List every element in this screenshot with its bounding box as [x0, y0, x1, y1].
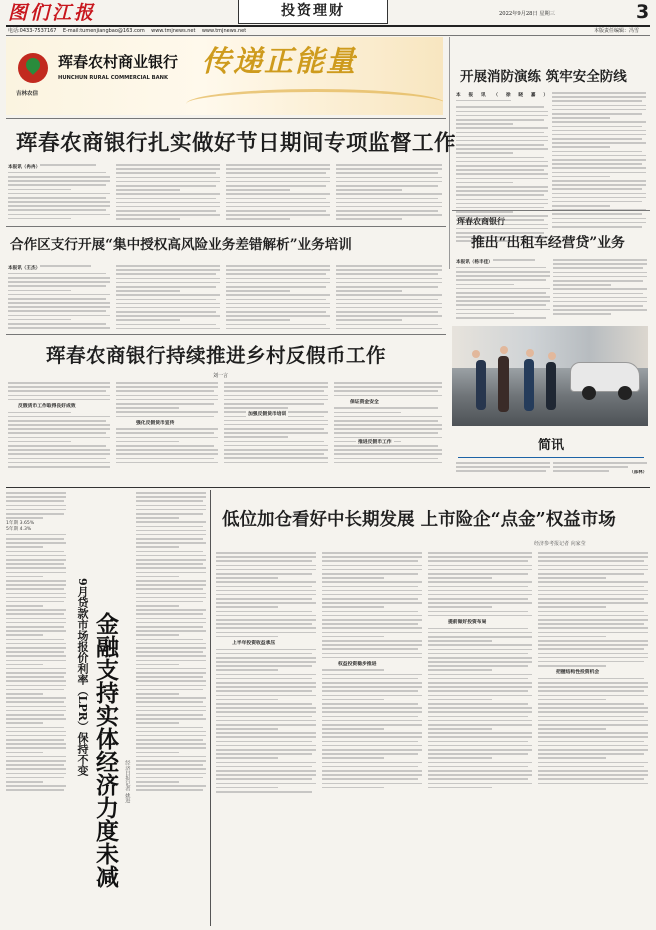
article-title-holiday-supervision: 珲春农商银行扎实做好节日期间专项监督工作 [16, 131, 457, 156]
article-title-lpr: 金融支持实体经济力度未减 [92, 612, 119, 888]
bank-name: 珲春农村商业银行 [58, 53, 179, 71]
gold-swoosh-decoration [186, 89, 443, 115]
holiday-supervision-col-1 [8, 164, 110, 222]
bank-slogan: 传递正能量 [202, 44, 358, 78]
editor-credit: 本版责任编辑：冯雪 [594, 28, 640, 34]
anti-counterfeit-byline: 刘一言 [213, 373, 229, 379]
section-banner [238, 0, 388, 24]
subhead-promote: 推进反假币工作 [358, 439, 392, 445]
lpr-subtitle: 9月贷款市场报价利率（LPR）保持不变 [76, 578, 89, 776]
page-number: 3 [636, 1, 650, 23]
holiday-supervision-col-3 [226, 164, 330, 222]
fire-drill-lead: 本报讯（徐晓嘉） [456, 93, 548, 98]
article-title-taxi-loan: 推出“出租车经营贷”业务 [471, 235, 625, 251]
bank-logo-icon [18, 53, 48, 83]
brief-signoff: （邵林） [629, 470, 647, 476]
brief-title: 简讯 [538, 438, 565, 453]
contact-email[interactable]: E-mail:tumenjiangbao@163.com [62, 28, 145, 34]
subhead-fund-safety: 保证资金安全 [350, 398, 379, 405]
lpr-5y-label: 5年期 [6, 527, 19, 532]
brief-col-2 [553, 462, 647, 484]
date-line [499, 10, 555, 17]
insurance-byline: 经济参考报记者 向家莹 [534, 541, 586, 547]
subhead-training: 加强反假货币培训 [248, 411, 287, 417]
taxi-loan-col-1 [456, 259, 550, 319]
lpr-body-col-2 [136, 492, 206, 924]
holiday-supervision-lead: 本报讯（冉冉） [8, 165, 41, 171]
subhead-equity-investment: 权益投资稳步推进 [338, 660, 377, 667]
article-title-insurance: 低位加仓看好中长期发展 上市险企“点金”权益市场 [222, 510, 616, 530]
lpr-5y-value: 4.3% [19, 527, 32, 532]
business-training-col-2 [116, 265, 220, 331]
contact-site[interactable]: www.tmjnews.net [151, 28, 196, 34]
anti-counterfeit-col-3 [224, 382, 328, 468]
taxi-loan-lead: 本报讯（杨丰佳） [456, 260, 493, 266]
newspaper-logo: 图们江报 [8, 2, 97, 24]
article-title-fire-drill: 开展消防演练 筑牢安全防线 [460, 69, 627, 85]
anti-counterfeit-col-1 [8, 382, 110, 468]
article-title-business-training: 合作区支行开展“集中授权高风险业务差错解析”业务培训 [10, 237, 352, 253]
lpr-figures [6, 520, 66, 532]
fire-drill-col-2 [552, 92, 646, 242]
business-training-lead: 本报讯（王杰） [8, 266, 41, 272]
lpr-1y-value: 3.65% [19, 521, 35, 526]
section-title: 投资理财 [281, 3, 345, 19]
anti-counterfeit-col-2 [116, 382, 218, 468]
business-training-col-4 [336, 265, 442, 331]
holiday-supervision-col-4 [336, 164, 442, 222]
anti-counterfeit-col-4 [334, 382, 442, 468]
subhead-structural-opportunity: 把握结构性投资机会 [556, 669, 600, 676]
insurance-col-2 [322, 552, 422, 926]
holiday-supervision-col-2 [116, 164, 220, 222]
insurance-col-1 [216, 552, 316, 926]
taxi-loan-pre: 珲春农商银行 [457, 216, 505, 226]
lpr-byline: 经济日报记者 姚进 [124, 760, 131, 804]
publish-weekday: 星期三 [539, 11, 555, 17]
bank-ad-banner [6, 37, 443, 115]
bank-name-en: HUNCHUN RURAL COMMERCIAL BANK [58, 75, 169, 81]
contact-bar [8, 27, 246, 34]
business-training-col-1 [8, 265, 110, 331]
article-title-anti-counterfeit: 珲春农商银行持续推进乡村反假币工作 [46, 344, 387, 367]
brief-col-1 [456, 462, 550, 484]
contact-phone: 电话:0433-7537167 [8, 28, 57, 34]
subhead-publicity: 强化反假货币宣传 [136, 419, 175, 426]
taxi-loan-col-2 [553, 259, 647, 319]
business-training-col-3 [226, 265, 330, 331]
lpr-1y-label: 1年期 [6, 521, 19, 526]
contact-site-2[interactable]: www.tmjnews.net [201, 28, 247, 34]
subhead-early-layout: 提前做好投资布局 [448, 619, 487, 625]
publish-date: 2022年9月28日 [499, 11, 538, 17]
bank-logo-caption: 吉林农信 [16, 91, 39, 97]
insurance-col-4 [538, 552, 648, 926]
subhead-income-pressure: 上半年投资收益承压 [232, 639, 276, 646]
subhead-anti-counterfeit-results: 反假货币工作取得良好成效 [18, 402, 76, 409]
taxi-photo [452, 326, 648, 426]
lpr-body-col-1 [6, 492, 66, 924]
insurance-col-3 [428, 552, 532, 926]
